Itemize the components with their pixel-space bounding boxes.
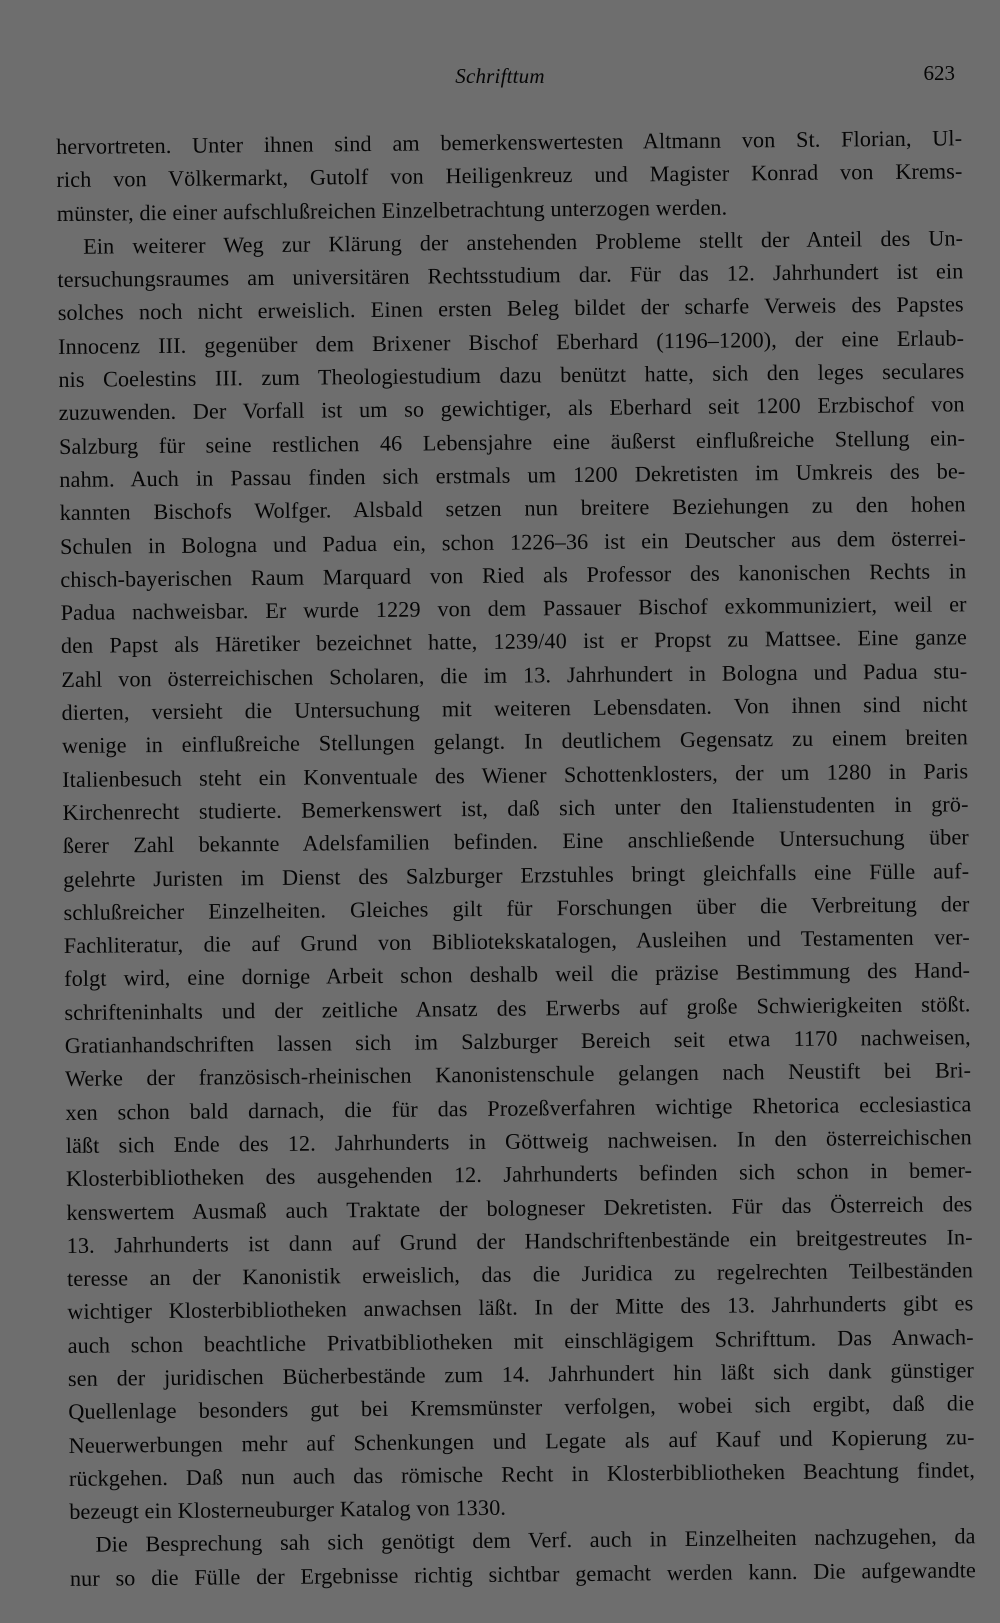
text-line: den Papst als Häretiker bezeichnet hatte, 1239/40 ist er Propst zu Mattsee. Eine ganze (60, 624, 968, 659)
text-line: solches noch nicht erweislich. Einen ersten Beleg bildet der scharfe Verweis des Papstes (57, 291, 964, 326)
text-line: Ein weiterer Weg zur Klärung der anstehenden Probleme stellt der Anteil des Un- (82, 225, 964, 259)
text-line: Kirchenrecht studierte. Bemerkenswert ist, daß sich unter den Italienstudenten in grö- (62, 791, 969, 825)
text-line: zuzuwenden. Der Vorfall ist um so gewichtiger, als Eberhard seit 1200 Erzbischof von (58, 391, 965, 426)
text-line: Italienbesuch steht ein Konventuale des Wiener Schottenklosters, der um 1280 in Paris (62, 757, 969, 792)
text-line: Zahl von österreichischen Scholaren, die im 13. Jahrhundert in Bologna und Padua stu- (61, 658, 968, 692)
text-line: rich von Völkermarkt, Gutolf von Heiligenkreuz und Magister Konrad von Krems- (56, 158, 963, 193)
text-line: dierten, versieht die Untersuchung mit weiteren Lebensdaten. Von ihnen sind nicht (61, 691, 968, 726)
running-head (0, 60, 1000, 92)
text-line: rückgehen. Daß nun auch das römische Recht in Klosterbibliotheken Beachtung findet, (68, 1457, 976, 1491)
text-line: Neuerwerbungen mehr auf Schenkungen und Legate als auf Kauf und Kopierung zu- (68, 1423, 975, 1458)
text-line: 13. Jahrhunderts ist dann auf Grund der Handschriftenbestände ein breitgestreutes In- (66, 1224, 973, 1258)
text-line: Salzburg für seine restlichen 46 Lebensjahre eine äußerst einflußreiche Stellung ein- (58, 424, 966, 459)
text-line: Innocenz III. gegenüber dem Brixener Bischof Eberhard (1196–1200), der eine Erlaub- (57, 325, 965, 359)
text-line: Schulen in Bologna und Padua ein, schon 1226–36 ist ein Deutscher aus dem österrei- (59, 524, 967, 559)
text-line: läßt sich Ende des 12. Jahrhunderts in Göttweig nachweisen. In den österreichischen (65, 1124, 972, 1158)
page-number: 623 (923, 61, 955, 85)
text-line: nur so die Fülle der Ergebnisse richtig sichtbar gemacht werden kann. Die aufgewandte (69, 1557, 976, 1591)
text-line: gelehrte Juristen im Dienst des Salzburger Erzstuhles bringt gleichfalls eine Fülle auf- (63, 857, 970, 892)
text-line: Klosterbibliotheken des ausgehenden 12. Jahrhunderts befinden sich schon in bemer- (65, 1157, 973, 1192)
text-line: tersuchungsraumes am universitären Rechtsstudium dar. Für das 12. Jahrhundert ist ein (57, 258, 964, 293)
text-line: wenige in einflußreiche Stellungen gelangt. In deutlichem Gegensatz zu einem breiten (61, 724, 968, 759)
text-line: Padua nachweisbar. Er wurde 1229 von dem Passauer Bischof exkommuniziert, weil er (60, 591, 967, 626)
text-line: xen schon bald darnach, die für das Prozeßverfahren wichtige Rhetorica ecclesiastica (65, 1090, 972, 1125)
text-line: wichtiger Klosterbibliotheken anwachsen läßt. In der Mitte des 13. Jahrhunderts gibt es (67, 1290, 974, 1325)
text-line: Fachliteratur, die auf Grund von Bibliotekskatalogen, Ausleihen und Testamenten ver- (63, 924, 970, 959)
text-line: bezeugt ein Klosterneuburger Katalog von 1330. (69, 1494, 507, 1525)
text-line: auch schon beachtliche Privatbibliotheken mit einschlägigem Schrifttum. Das Anwach- (67, 1323, 974, 1358)
text-line: Werke der französisch-rheinischen Kanonistenschule gelangen nach Neustift bei Bri- (64, 1057, 972, 1092)
text-line: chisch-bayerischen Raum Marquard von Ried als Professor des kanonischen Rechts in (60, 558, 967, 592)
text-line: münster, die einer aufschlußreichen Einzelbetrachtung unterzogen werden. (56, 194, 728, 226)
text-line: Quellenlage besonders gut bei Kremsmünster verfolgen, wobei sich ergibt, daß die (68, 1390, 975, 1425)
text-line: kenswertem Ausmaß auch Traktate der bologneser Dekretisten. Für das Österreich des (66, 1190, 973, 1225)
text-line: schrifteninhalts und der zeitliche Ansatz des Erwerbs auf große Schwierigkeiten stößt. (64, 990, 971, 1025)
body-text (56, 121, 976, 1595)
text-line: kannten Bischofs Wolfger. Alsbald setzen nun breitere Beziehungen zu den hohen (59, 491, 966, 526)
running-title: Schrifttum (455, 64, 545, 88)
text-line: Die Besprechung sah sich genötigt dem Verf. auch in Einzelheiten nachzugehen, da (95, 1523, 976, 1558)
text-line: nahm. Auch in Passau finden sich erstmals um 1200 Dekretisten im Umkreis des be- (59, 458, 966, 492)
text-line: ßerer Zahl bekannte Adelsfamilien befinden. Eine anschließende Untersuchung über (62, 824, 969, 859)
text-line: Gratianhandschriften lassen sich im Salzburger Bereich seit etwa 1170 nachweisen, (64, 1024, 971, 1058)
text-line: sen der juridischen Bücherbestände zum 14. Jahrhundert hin läßt sich dank günstiger (67, 1357, 975, 1391)
text-line: teresse an der Kanonistik erweislich, das die Juridica zu regelrechten Teilbeständen (66, 1257, 974, 1292)
text-line: schlußreicher Einzelheiten. Gleiches gilt für Forschungen über die Verbreitung der (63, 891, 970, 925)
text-line: hervortreten. Unter ihnen sind am bemerkenswertesten Altmann von St. Florian, Ul- (56, 125, 963, 159)
text-line: nis Coelestins III. zum Theologiestudium dazu benützt hatte, sich den leges seculares (58, 358, 965, 393)
text-line: folgt wird, eine dornige Arbeit schon deshalb weil die präzise Bestimmung des Hand- (64, 957, 971, 992)
